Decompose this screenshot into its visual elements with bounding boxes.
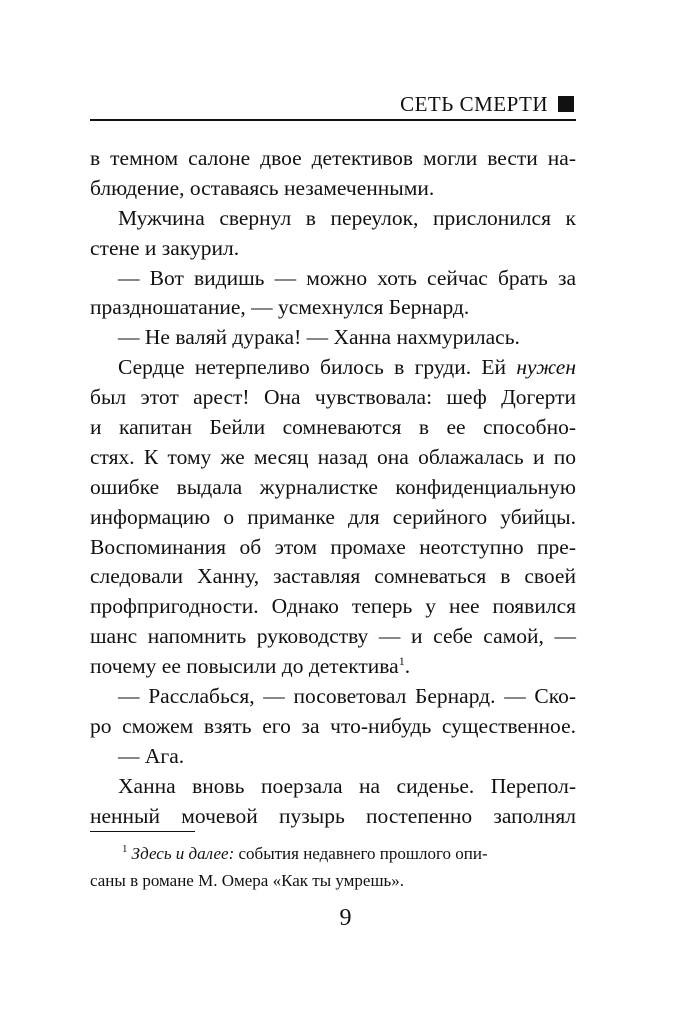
text-line — [90, 323, 576, 353]
text-line — [90, 264, 576, 294]
footnote-separator — [90, 831, 195, 832]
text-line-content: Воспоминания об этом промахе неотступно пре- — [90, 534, 576, 559]
text-line-content: стене и закурил. — [90, 235, 240, 260]
text-line — [90, 652, 576, 682]
text-line-content: Мужчина свернул в переулок, прислонился к — [118, 205, 576, 230]
text-line-content: почему ее повысили до детектива — [90, 654, 399, 679]
text-line — [90, 622, 576, 652]
text-line — [90, 473, 576, 503]
text-line — [90, 562, 576, 592]
text-line-content: праздношатание, — усмехнулся Бернард. — [90, 295, 470, 320]
footnote-italic: Здесь и далее: — [131, 844, 235, 863]
main-text-block — [90, 144, 576, 831]
text-line-content: — Ага. — [118, 743, 185, 768]
footnote-text: события недавнего прошлого опи- — [234, 844, 488, 863]
text-line-tail: . — [404, 654, 411, 679]
text-line-content: ненный мочевой пузырь постепенно заполнял — [90, 803, 576, 828]
text-line-content: Ханна вновь поерзала на сиденье. Перепол- — [118, 773, 576, 798]
text-line — [90, 174, 576, 204]
text-line-content: и капитан Бейли сомневаются в ее способно- — [90, 415, 576, 440]
text-line-content: следовали Ханну, заставляя сомневаться в своей — [90, 564, 576, 589]
text-line — [90, 144, 576, 174]
text-line-content: — Расслабься, — посоветовал Бернард. — Ско- — [118, 684, 576, 709]
text-line-content: Сердце нетерпеливо билось в груди. Ей — [118, 355, 517, 380]
text-line — [90, 204, 576, 234]
text-line — [90, 533, 576, 563]
footnote-marker: 1 — [122, 843, 128, 856]
text-line-content: ро сможем взять его за что-нибудь существенное. — [90, 713, 576, 738]
text-line — [90, 413, 576, 443]
text-line — [90, 383, 576, 413]
text-line-content: — Вот видишь — можно хоть сейчас брать за — [118, 265, 576, 290]
text-line — [90, 353, 576, 383]
text-line-content: информацию о приманке для серийного убийцы. — [90, 504, 576, 529]
footnote-line — [90, 840, 576, 867]
text-line-content: был этот арест! Она чувствовала: шеф Догерти — [90, 385, 576, 410]
text-line — [90, 712, 576, 742]
text-line-content: блюдение, оставаясь незамеченными. — [90, 175, 435, 200]
text-line-content: — Не валяй дурака! — Ханна нахмурилась. — [118, 325, 520, 350]
text-line — [90, 592, 576, 622]
italic-emphasis: нужен — [516, 355, 576, 380]
text-line — [90, 802, 576, 832]
text-line — [90, 503, 576, 533]
running-header — [90, 88, 576, 120]
text-line — [90, 772, 576, 802]
text-line — [90, 234, 576, 264]
footnote-reference: 1 — [398, 653, 405, 668]
header-rule — [90, 119, 576, 121]
text-line — [90, 742, 576, 772]
footnote-line: саны в романе М. Омера «Как ты умрешь». — [90, 871, 405, 890]
running-title: СЕТЬ СМЕРТИ — [400, 92, 548, 116]
footnote-block — [90, 840, 576, 894]
text-line-content: профпригодности. Однако теперь у нее появился — [90, 594, 576, 619]
text-line-content: шанс напомнить руководству — и себе самой, — — [90, 624, 576, 649]
page-number: 9 — [339, 905, 352, 931]
text-line-content: стях. К тому же месяц назад она облажалась и по — [90, 444, 576, 469]
text-line-content: в темном салоне двое детективов могли вести на- — [90, 146, 576, 170]
header-square-ornament — [558, 96, 574, 112]
text-line — [90, 443, 576, 473]
text-line-content: ошибке выдала журналистке конфиденциальную — [90, 474, 576, 499]
text-line — [90, 293, 576, 323]
text-line — [90, 682, 576, 712]
